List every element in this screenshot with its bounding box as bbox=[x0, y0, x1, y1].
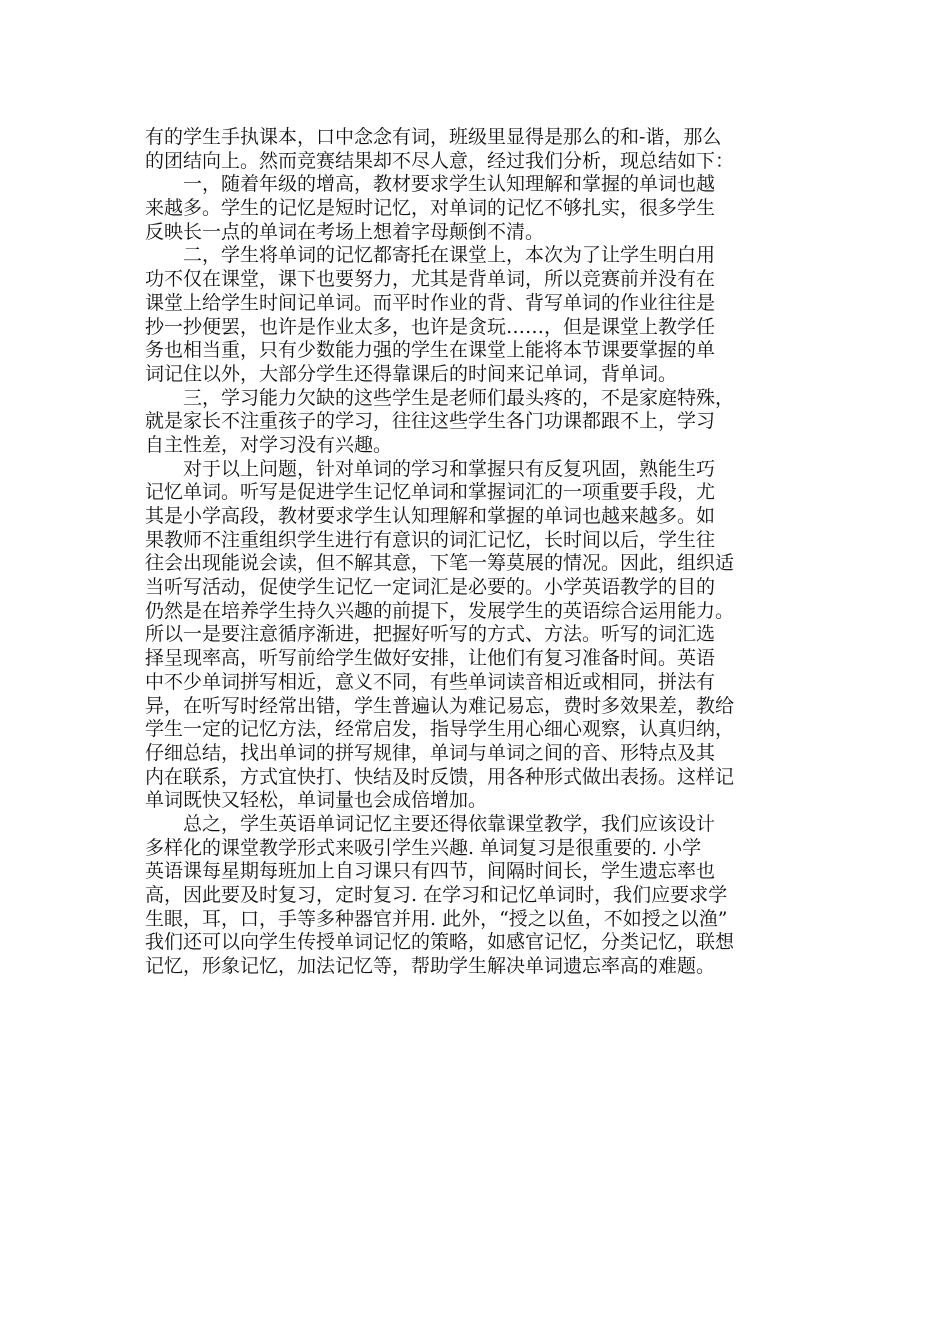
text-line: 自主性差，对学习没有兴趣。 bbox=[145, 433, 393, 456]
text-line: 课堂上给学生时间记单词。而平时作业的背、背写单词的作业往往是 bbox=[145, 291, 716, 314]
text-line: 我们还可以向学生传授单词记忆的策略，如感官记忆，分类记忆，联想 bbox=[145, 931, 735, 954]
text-line: 反映长一点的单词在考场上想着字母颠倒不清。 bbox=[145, 220, 545, 243]
text-line: 抄一抄便罢，也许是作业太多，也许是贪玩……，但是课堂上教学任 bbox=[145, 315, 716, 338]
text-line: 生眼，耳，口，手等多种器官并用. 此外，“授之以鱼，不如授之以渔” bbox=[145, 907, 728, 930]
text-line: 二，学生将单词的记忆都寄托在课堂上，本次为了让学生明白用 bbox=[145, 244, 716, 267]
text-line: 记忆单词。听写是促进学生记忆单词和掌握词汇的一项重要手段，尤 bbox=[145, 481, 716, 504]
text-line: 中不少单词拼写相近，意义不同，有些单词读音相近或相同，拼法有 bbox=[145, 670, 716, 693]
text-line: 多样化的课堂教学形式来吸引学生兴趣. 单词复习是很重要的. 小学 bbox=[145, 836, 702, 859]
text-line: 词记住以外，大部分学生还得靠课后的时间来记单词，背单词。 bbox=[145, 362, 678, 385]
text-line: 学生一定的记忆方法，经常启发，指导学生用心细心观察，认真归纳， bbox=[145, 718, 735, 741]
text-line: 仔细总结，找出单词的拼写规律，单词与单词之间的音、形特点及其 bbox=[145, 741, 716, 764]
text-line: 功不仅在课堂，课下也要努力，尤其是背单词，所以竞赛前并没有在 bbox=[145, 268, 716, 291]
text-line: 有的学生手执课本，口中念念有词，班级里显得是那么的和-谐，那么 bbox=[145, 126, 722, 148]
text-line: 英语课每星期每班加上自习课只有四节，间隔时间长，学生遗忘率也 bbox=[145, 860, 716, 883]
text-line: 仍然是在培养学生持久兴趣的前提下，发展学生的英语综合运用能力。 bbox=[145, 599, 735, 622]
text-line: 往会出现能说会读，但不解其意，下笔一筹莫展的情况。因此，组织适 bbox=[145, 552, 735, 575]
text-line: 一，随着年级的增高，教材要求学生认知理解和掌握的单词也越 bbox=[145, 173, 716, 196]
text-line: 其是小学高段，教材要求学生认知理解和掌握的单词也越来越多。如 bbox=[145, 505, 716, 527]
text-line: 务也相当重，只有少数能力强的学生在课堂上能将本节课要掌握的单 bbox=[145, 339, 716, 362]
text-line: 内在联系，方式宜快打、快结及时反馈，用各种形式做出表扬。这样记 bbox=[145, 765, 735, 788]
text-line: 单词既快又轻松，单词量也会成倍增加。 bbox=[145, 789, 488, 812]
text-line: 异，在听写时经常出错，学生普遍认为难记易忘，费时多效果差，教给 bbox=[145, 694, 735, 717]
text-line: 对于以上问题，针对单词的学习和掌握只有反复巩固，熟能生巧 bbox=[145, 457, 716, 480]
text-line: 择呈现率高，听写前给学生做好安排，让他们有复习准备时间。英语 bbox=[145, 647, 716, 670]
text-line: 三，学习能力欠缺的这些学生是老师们最头疼的，不是家庭特殊， bbox=[145, 386, 735, 409]
text-line: 的团结向上。然而竞赛结果却不尽人意，经过我们分析，现总结如下： bbox=[145, 149, 735, 172]
text-line: 果教师不注重组织学生进行有意识的词汇记忆，长时间以后，学生往 bbox=[145, 528, 716, 551]
text-line: 高，因此要及时复习，定时复习. 在学习和记忆单词时，我们应要求学 bbox=[145, 884, 728, 906]
text-line: 总之，学生英语单词记忆主要还得依靠课堂教学，我们应该设计 bbox=[145, 812, 716, 835]
text-line: 就是家长不注重孩子的学习，往往这些学生各门功课都跟不上，学习 bbox=[145, 410, 716, 433]
text-line: 当听写活动，促使学生记忆一定词汇是必要的。小学英语教学的目的 bbox=[145, 576, 716, 599]
text-line: 来越多。学生的记忆是短时记忆，对单词的记忆不够扎实，很多学生 bbox=[145, 197, 716, 220]
text-line: 所以一是要注意循序渐进，把握好听写的方式、方法。听写的词汇选 bbox=[145, 623, 716, 646]
document-body bbox=[145, 126, 807, 979]
text-line: 记忆，形象记忆，加法记忆等，帮助学生解决单词遗忘率高的难题。 bbox=[145, 955, 716, 978]
